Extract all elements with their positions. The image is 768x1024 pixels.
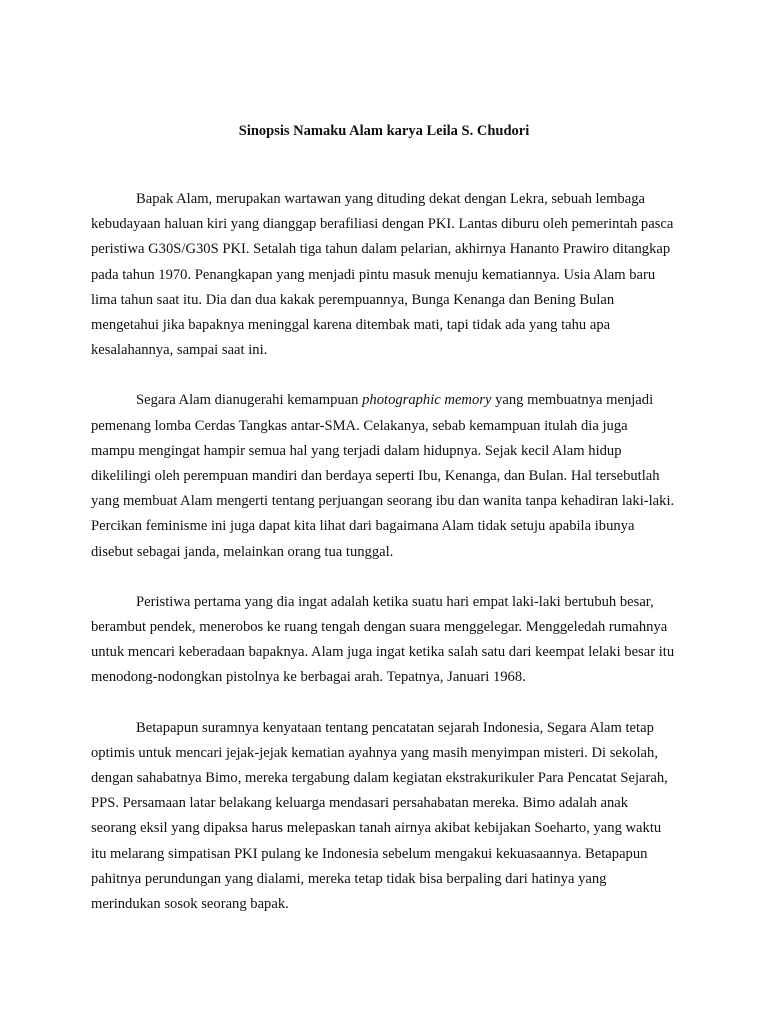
paragraph-2 bbox=[91, 388, 675, 564]
document-title: Sinopsis Namaku Alam karya Leila S. Chudori bbox=[238, 123, 530, 139]
document-body bbox=[91, 187, 675, 942]
paragraph-2-text-start: Segara Alam dianugerahi kemampuan bbox=[136, 392, 363, 409]
paragraph-1: Bapak Alam, merupakan wartawan yang dituding dekat dengan Lekra, sebuah lembaga kebudayaan haluan kiri yang dianggap berafiliasi dengan PKI. Lantas diburu oleh pemerintah pasca peristiwa G30S/G30S PKI. Setalah tiga tahun dalam pelarian, akhirnya Hananto Prawiro ditangkap pada tahun 1970. Penangkapan yang menjadi pintu masuk menuju kematiannya. Usia Alam baru lima tahun saat itu. Dia dan dua kakak perempuannya, Bunga Kenanga dan Bening Bulan mengetahui jika bapaknya meninggal karena ditembak mati, tapi tidak ada yang tahu apa kesalahannya, sampai saat ini. bbox=[91, 191, 674, 359]
paragraph-3: Peristiwa pertama yang dia ingat adalah ketika suatu hari empat laki-laki bertubuh besar, berambut pendek, menerobos ke ruang tengah dengan suara menggelegar. Menggeledah rumahnya untuk mencari keberadaan bapaknya. Alam juga ingat ketika salah satu dari keempat lelaki besar itu menodong-nodongkan pistolnya ke berbagai arah. Tepatnya, Januari 1968. bbox=[91, 593, 675, 686]
paragraph-4: Betapapun suramnya kenyataan tentang pencatatan sejarah Indonesia, Segara Alam tetap optimis untuk mencari jejak-jejak kematian ayahnya yang masih menyimpan misteri. Di sekolah, dengan sahabatnya Bimo, mereka tergabung dalam kegiatan ekstrakurikuler Para Pencatat Sejarah, PPS. Persamaan latar belakang keluarga mendasari persahabatan mereka. Bimo adalah anak seorang eksil yang dipaksa harus melepaskan tanah airnya akibat kebijakan Soeharto, yang waktu itu melarang simpatisan PKI pulang ke Indonesia sebelum mengakui kekuasaannya. Betapapun pahitnya perundungan yang dialami, mereka tetap tidak bisa berpaling dari hatinya yang merindukan sosok seorang bapak. bbox=[91, 719, 668, 913]
paragraph-2-italic-phrase: photographic memory bbox=[362, 392, 492, 409]
paragraph-2-text-end: yang membuatnya menjadi pemenang lomba Cerdas Tangkas antar-SMA. Celakanya, sebab kemampuan itulah dia juga mampu mengingat hampir semua hal yang terjadi dalam hidupnya. Sejak kecil Alam hidup dikelilingi oleh perempuan mandiri dan berdaya seperti Ibu, Kenanga, dan Bulan. Hal tersebutlah yang membuat Alam mengerti tentang perjuangan seorang ibu dan wanita tanpa kehadiran laki-laki. Percikan feminisme ini juga dapat kita lihat dari bagaimana Alam tidak setuju apabila ibunya disebut sebagai janda, melainkan orang tua tunggal. bbox=[91, 392, 675, 560]
